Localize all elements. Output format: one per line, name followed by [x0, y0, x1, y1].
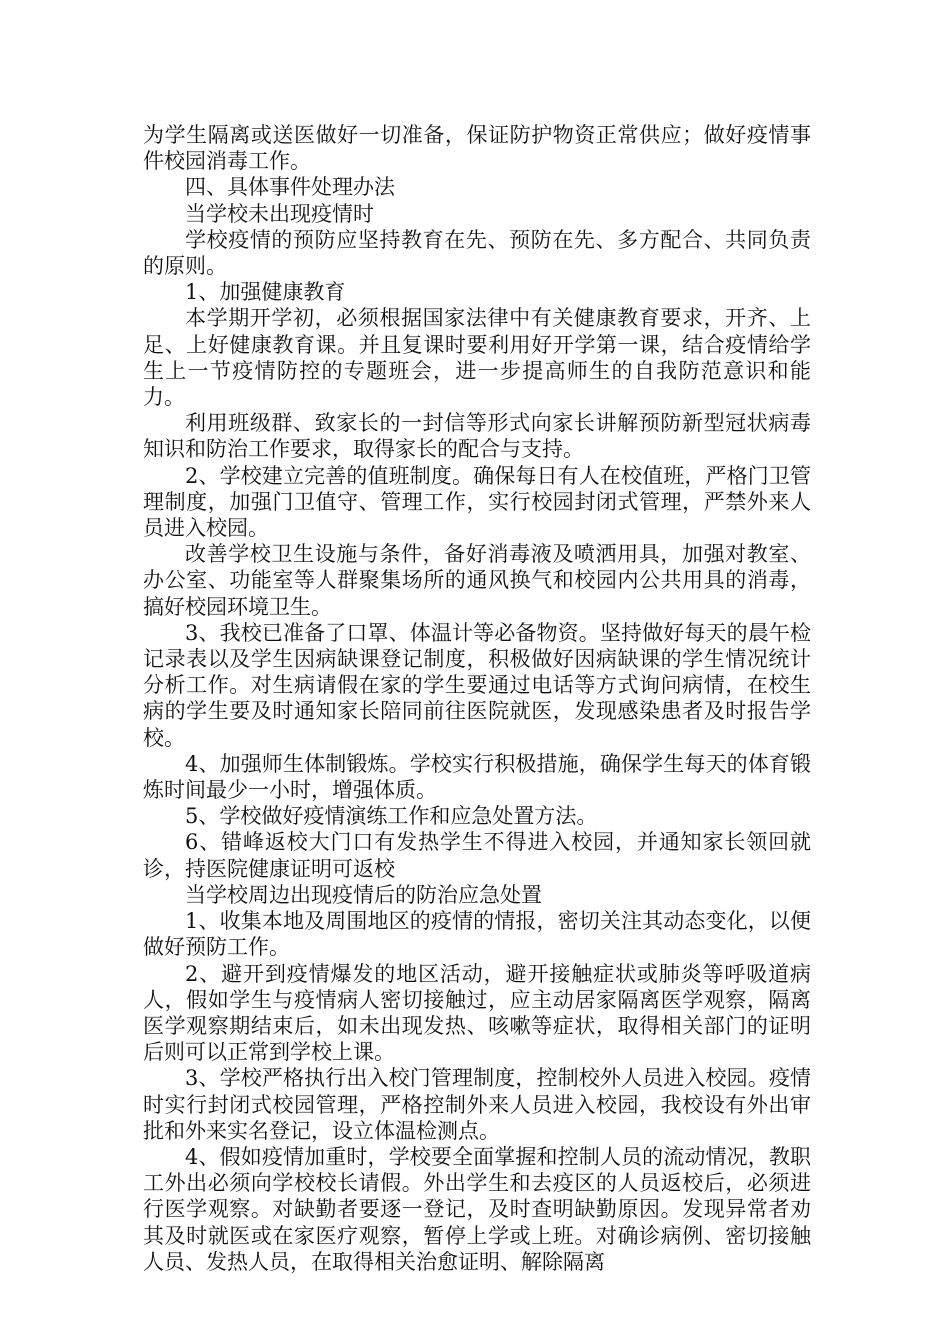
list-item-heading: 1、加强健康教育: [185, 280, 346, 305]
paragraph: 本学期开学初，必须根据国家法律中有关健康教育要求，开齐、上足、上好健康教育课。并且复课时要利用好开学第一课，结合疫情给学生上一节疫情防控的专题班会，进一步提高师生的自我防范意识和能力。: [143, 306, 811, 410]
paragraph: 为学生隔离或送医做好一切准备，保证防护物资正常供应；做好疫情事件校园消毒工作。: [143, 123, 811, 174]
subsection-heading: 当学校未出现疫情时: [185, 201, 374, 226]
paragraph: 改善学校卫生设施与条件，备好消毒液及喷洒用具，加强对教室、办公室、功能室等人群聚集场所的通风换气和校园内公共用具的消毒，搞好校园环境卫生。: [143, 542, 811, 619]
subsection-heading: 当学校周边出现疫情后的防治应急处置: [185, 882, 542, 907]
paragraph: 利用班级群、致家长的一封信等形式向家长讲解预防新型冠状病毒知识和防治工作要求，取得家长的配合与支持。: [143, 411, 811, 462]
section-heading: 四、具体事件处理办法: [185, 175, 395, 200]
list-item: 4、假如疫情加重时，学校要全面掌握和控制人员的流动情况，教职工外出必须向学校校长请假。外出学生和去疫区的人员返校后，必须进行医学观察。对缺勤者要逐一登记，及时查明缺勤原因。发现异常者劝其及时就医或在家医疗观察，暂停上学或上班。对确诊病例、密切接触人员、发热人员，在取得相关治愈证明、解除隔离: [143, 1144, 811, 1274]
list-item: 5、学校做好疫情演练工作和应急处置方法。: [185, 804, 598, 829]
list-item: 4、加强师生体制锻炼。学校实行积极措施，确保学生每天的体育锻炼时间最少一小时，增强体质。: [143, 751, 811, 803]
list-item: 3、我校已准备了口罩、体温计等必备物资。坚持做好每天的晨午检记录表以及学生因病缺课登记制度，积极做好因病缺课的学生情况统计分析工作。对生病请假在家的学生要通过电话等方式询问病情，在校生病的学生要及时通知家长陪同前往医院就医，发现感染患者及时报告学校。: [143, 620, 811, 750]
list-item: 2、学校建立完善的值班制度。确保每日有人在校值班，严格门卫管理制度，加强门卫值守、管理工作，实行校园封闭式管理，严禁外来人员进入校园。: [143, 463, 811, 541]
list-item: 3、学校严格执行出入校门管理制度，控制校外人员进入校园。疫情时实行封闭式校园管理，严格控制外来人员进入校园，我校设有外出审批和外来实名登记，设立体温检测点。: [143, 1066, 811, 1143]
list-item: 2、避开到疫情爆发的地区活动，避开接触症状或肺炎等呼吸道病人，假如学生与疫情病人密切接触过，应主动居家隔离医学观察，隔离医学观察期结束后，如未出现发热、咳嗽等症状，取得相关部门的证明后则可以正常到学校上课。: [143, 961, 811, 1065]
list-item: 6、错峰返校大门口有发热学生不得进入校园，并通知家长领回就诊，持医院健康证明可返校: [143, 830, 811, 881]
document-page: [143, 122, 811, 1275]
list-item: 1、收集本地及周围地区的疫情的情报，密切关注其动态变化，以便做好预防工作。: [143, 909, 811, 960]
paragraph: 学校疫情的预防应坚持教育在先、预防在先、多方配合、共同负责的原则。: [143, 227, 811, 279]
